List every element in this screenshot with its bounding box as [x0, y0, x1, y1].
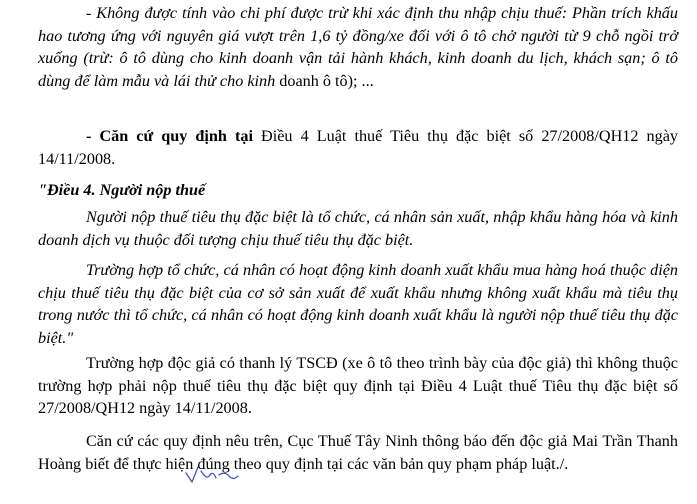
paragraph-depreciation-italic: - Không được tính vào chi phí được trừ khi xác định thu nhập chịu thuế: Phần trích khấu hao tương ứng với nguyên giá vượt trên 1,6 tỷ đồng/xe đối với ô tô chở người từ 9 chỗ ngồi trở xuống (trừ: ô tô dùng cho kinh doanh vận tải hành khách, kinh doanh du lịch, khách sạn; ô tô dùng để làm mẫu và lái thử cho kinh [38, 4, 678, 90]
paragraph-notice: Căn cứ các quy định nêu trên, Cục Thuế Tây Ninh thông báo đến độc giả Mai Trần Thanh Hoàng biết để thực hiện đúng theo quy định tại các văn bản quy phạm pháp luật./. [38, 432, 678, 473]
paragraph-export-case: Trường hợp tổ chức, cá nhân có hoạt động kinh doanh xuất khẩu mua hàng hoá thuộc diện chịu thuế tiêu thụ đặc biệt của cơ sở sản xuất để xuất khẩu nhưng không xuất khẩu mà tiêu thụ trong nước thì tổ chức, cá nhân có hoạt động kinh doanh xuất khẩu là người nộp thuế tiêu thụ đặc biệt." [38, 261, 678, 347]
paragraph-conclusion: Trường hợp độc giả có thanh lý TSCĐ (xe ô tô theo trình bày của độc giả) thì không thuộc trường hợp phải nộp thuế tiêu thụ đặc biệt quy định tại Điều 4 Luật thuế Tiêu thụ đặc biệt số 27/2008/QH12 ngày 14/11/2008. [38, 354, 678, 418]
paragraph-depreciation [38, 2, 678, 92]
paragraph-taxpayer: Người nộp thuế tiêu thụ đặc biệt là tổ chức, cá nhân sản xuất, nhập khẩu hàng hóa và kinh doanh dịch vụ thuộc đối tượng chịu thuế tiêu thụ đặc biệt. [38, 208, 678, 249]
legal-basis-lead: - Căn cứ quy định tại [86, 127, 253, 145]
article-heading: "Điều 4. Người nộp thuế [38, 181, 206, 199]
paragraph-depreciation-end: doanh ô tô); ... [279, 71, 374, 90]
paragraph-legal-basis [38, 125, 678, 170]
legal-basis-rest: Điều 4 Luật thuế Tiêu thụ đặc biệt số 27/2008/QH12 ngày 14/11/2008. [38, 127, 678, 168]
signature-scribble [183, 463, 239, 485]
